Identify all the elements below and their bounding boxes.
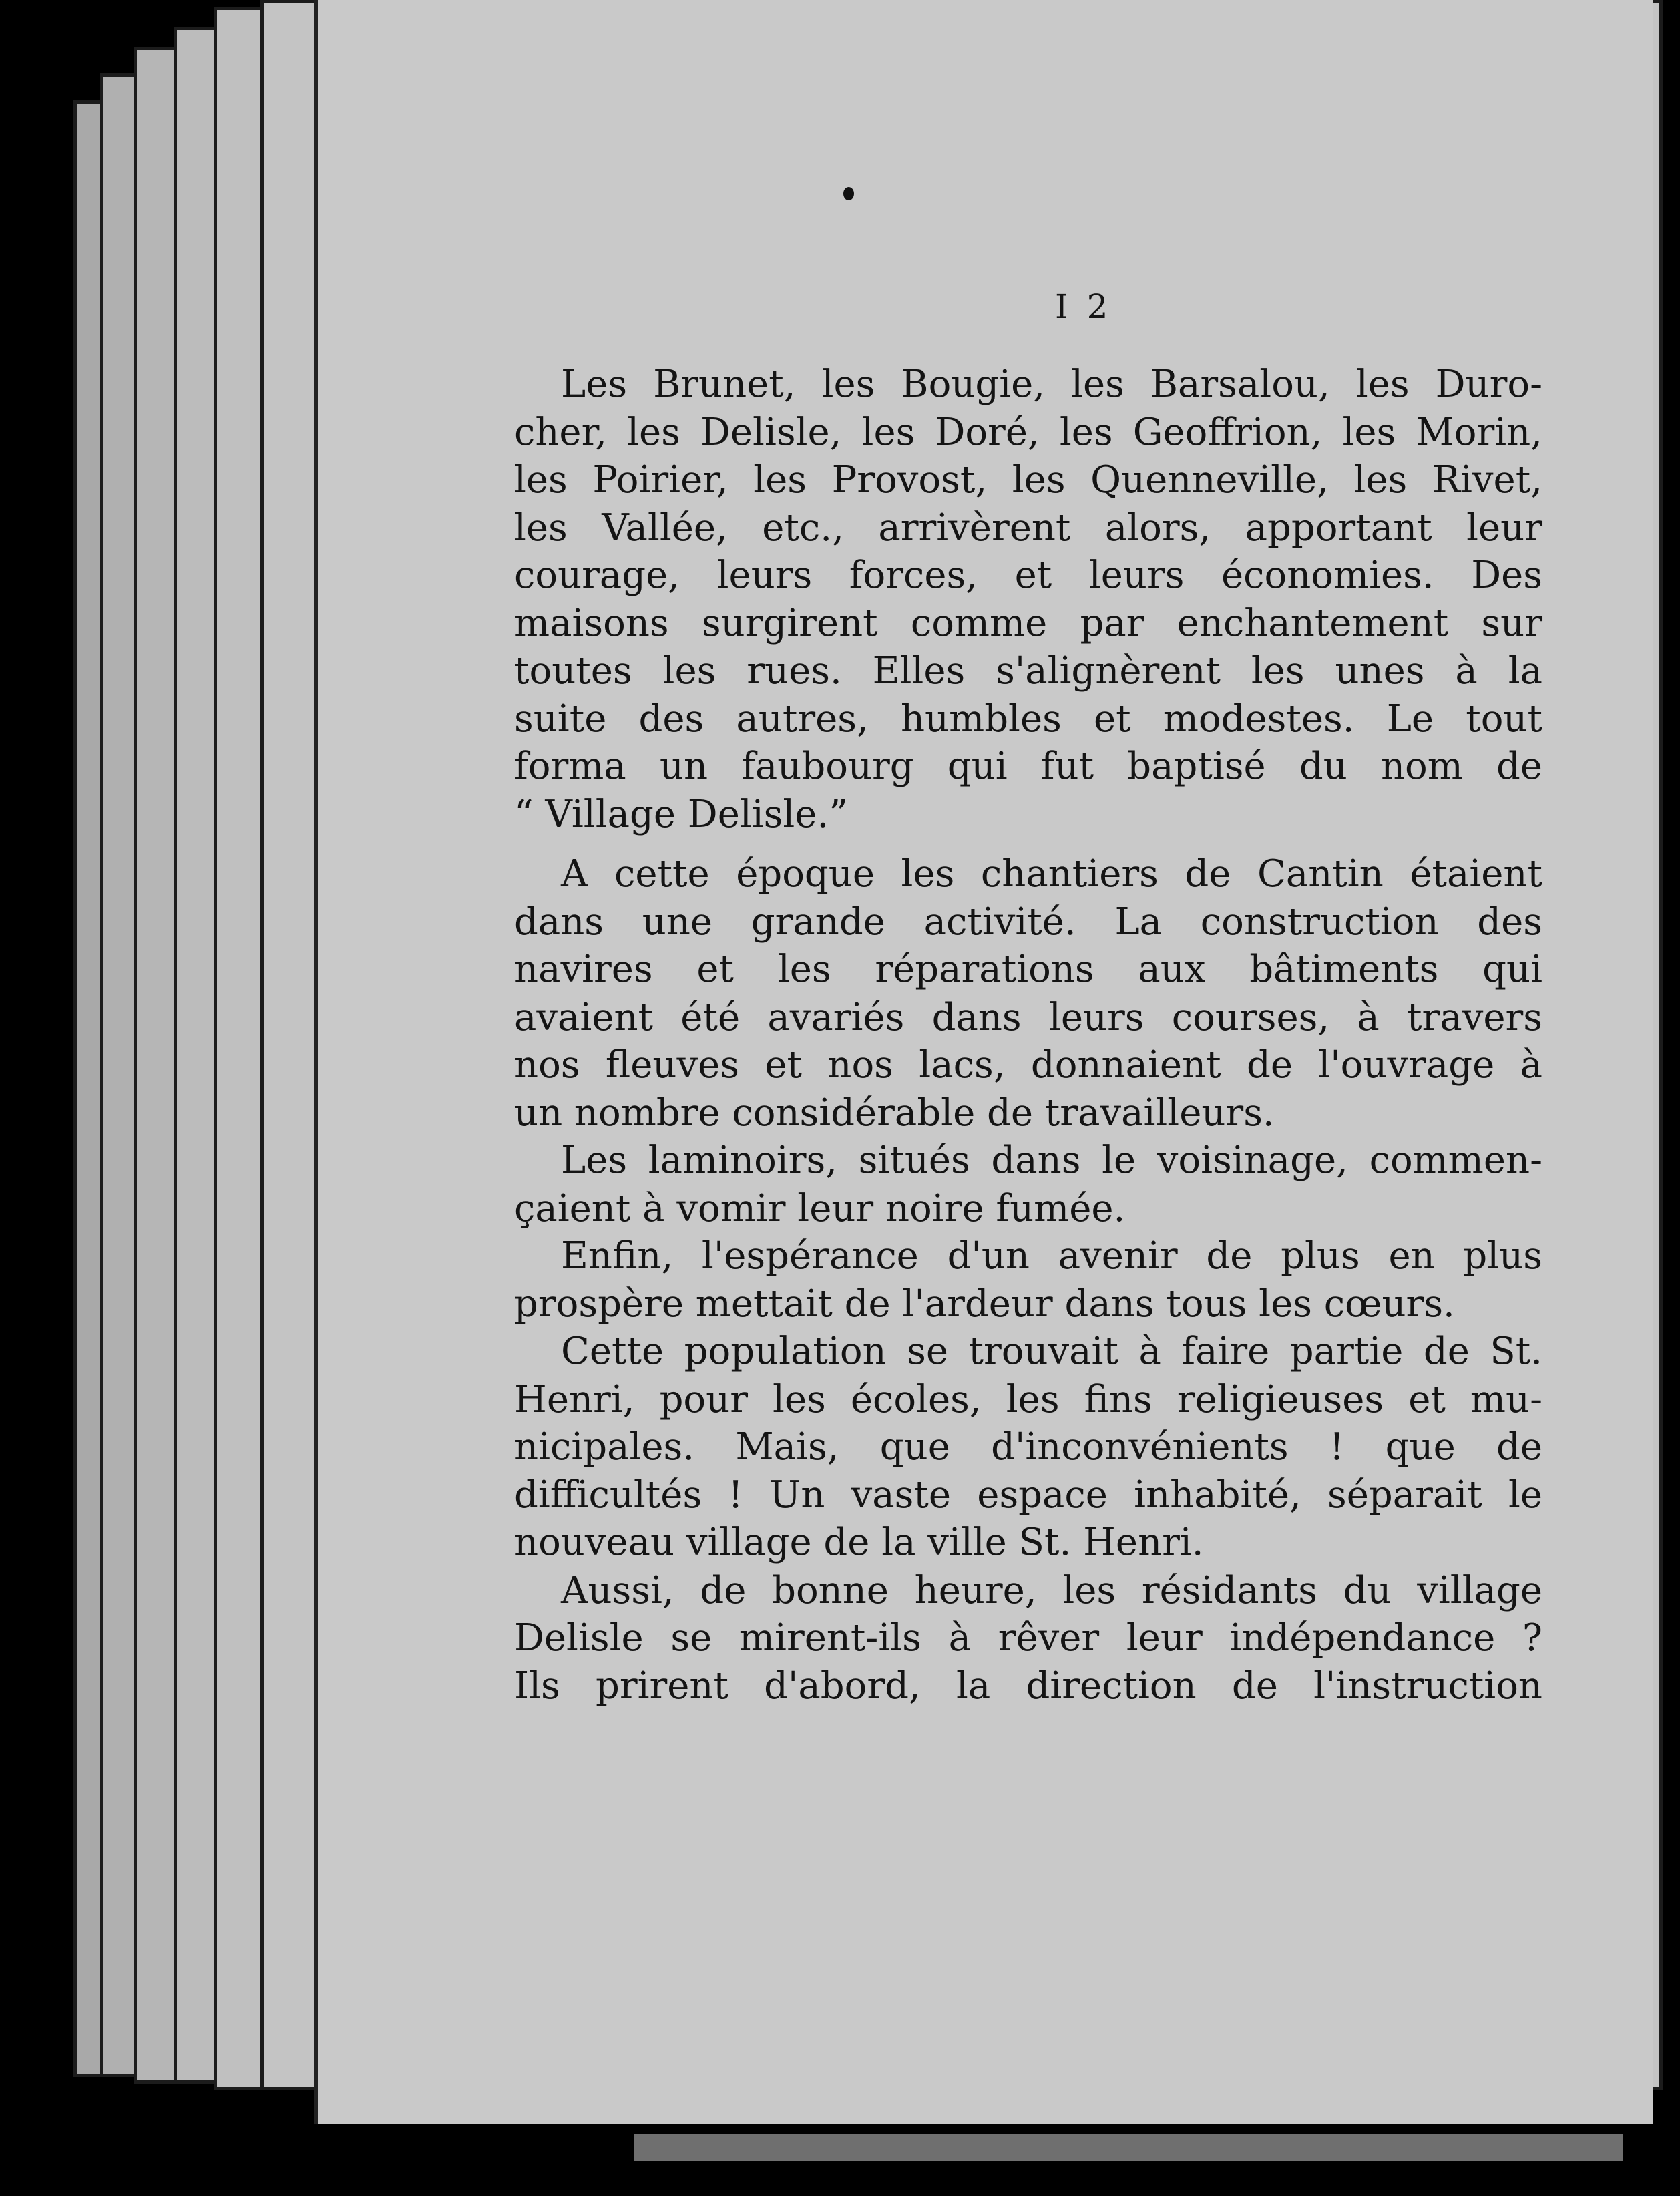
text-line: Aussi, de bonne heure, les résidants du village [561, 1568, 1542, 1612]
ink-dot [843, 187, 854, 200]
text-line: A cette époque les chantiers de Cantin étaient [561, 852, 1542, 896]
text-line: Ils prirent d'abord, la direction de l'instruction [514, 1664, 1542, 1708]
text-line: navires et les réparations aux bâtiments qui [514, 948, 1542, 991]
text-line: cher, les Delisle, les Doré, les Geoffrion, les Morin, [514, 410, 1542, 454]
text-line: difficultés ! Un vaste espace inhabité, séparait le [514, 1473, 1542, 1517]
text-line: “ Village Delisle.” [514, 792, 848, 836]
text-line: prospère mettait de l'ardeur dans tous les cœurs. [514, 1282, 1455, 1326]
text-line: maisons surgirent comme par enchantement sur [514, 601, 1542, 645]
text-line: nicipales. Mais, que d'inconvénients ! que de [514, 1425, 1542, 1469]
text-line: Les Brunet, les Bougie, les Barsalou, les Duro- [561, 363, 1542, 406]
page-shadow [634, 2134, 1623, 2161]
text-line: suite des autres, humbles et modestes. Le tout [514, 697, 1542, 741]
text-line: Delisle se mirent-ils à rêver leur indépendance ? [514, 1616, 1542, 1660]
text-line: Les laminoirs, situés dans le voisinage, commen- [561, 1139, 1542, 1182]
text-line: les Poirier, les Provost, les Quenneville, les Rivet, [514, 458, 1542, 502]
text-line: courage, leurs forces, et leurs économies. Des [514, 554, 1542, 597]
text-line: toutes les rues. Elles s'alignèrent les unes à la [514, 649, 1542, 693]
text-line: forma un faubourg qui fut baptisé du nom de [514, 745, 1542, 788]
body-text [514, 361, 1542, 1710]
text-line: un nombre considérable de travailleurs. [514, 1091, 1275, 1135]
text-line: les Vallée, etc., arrivèrent alors, apportant leur [514, 506, 1542, 550]
text-line: Henri, pour les écoles, les fins religieuses et mu- [514, 1377, 1542, 1421]
text-line: Cette population se trouvait à faire partie de St. [561, 1330, 1542, 1373]
text-line: Enfin, l'espérance d'un avenir de plus en plus [561, 1234, 1542, 1278]
text-line: dans une grande activité. La construction des [514, 900, 1542, 944]
text-line: nos fleuves et nos lacs, donnaient de l'ouvrage à [514, 1043, 1542, 1087]
page-number: I 2 [1055, 287, 1112, 326]
text-line: nouveau village de la ville St. Henri. [514, 1521, 1204, 1564]
text-line: çaient à vomir leur noire fumée. [514, 1186, 1126, 1230]
text-line: avaient été avariés dans leurs courses, à travers [514, 995, 1542, 1039]
